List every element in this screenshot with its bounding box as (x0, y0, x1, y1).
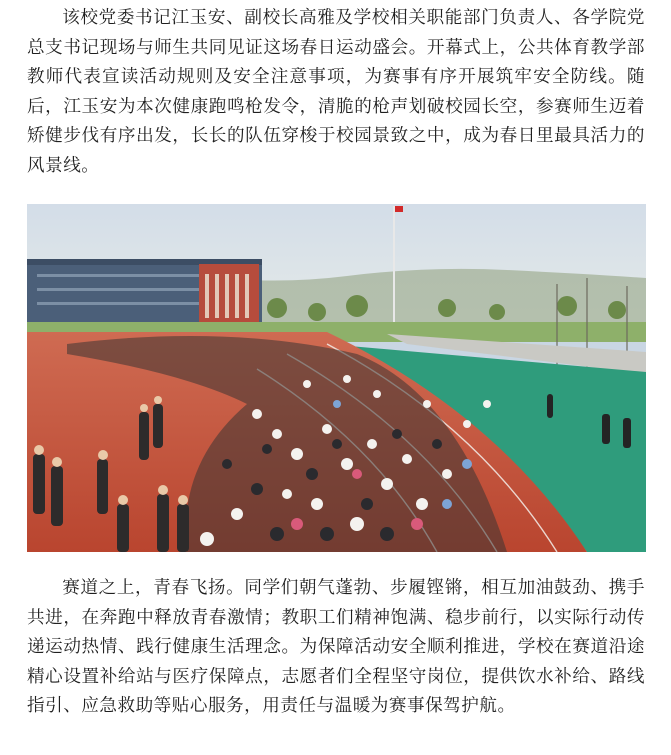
article-photo (27, 204, 646, 552)
article-paragraph-1: 该校党委书记江玉安、副校长高雅及学校相关职能部门负责人、各学院党总支书记现场与师生共同见证这场春日运动盛会。开幕式上，公共体育教学部教师代表宣读活动规则及安全注意事项，为赛事有序开展筑牢安全防线。随后，江玉安为本次健康跑鸣枪发令，清脆的枪声划破校园长空，参赛师生迈着矫健步伐有序出发，长长的队伍穿梭于校园景致之中，成为春日里最具活力的风景线。 (27, 8, 645, 176)
article-paragraph-2: 赛道之上，青春飞扬。同学们朝气蓬勃、步履铿锵，相互加油鼓劲、携手共进，在奔跑中释放青春激情；教职工们精神饱满、稳步前行，以实际行动传递运动热情、践行健康生活理念。为保障活动安全顺利推进，学校在赛道沿途精心设置补给站与医疗保障点，志愿者们全程坚守岗位，提供饮水补给、路线指引、应急救助等贴心服务，用责任与温暖为赛事保驾护航。 (27, 578, 645, 716)
running-crowd-illustration (27, 204, 646, 552)
